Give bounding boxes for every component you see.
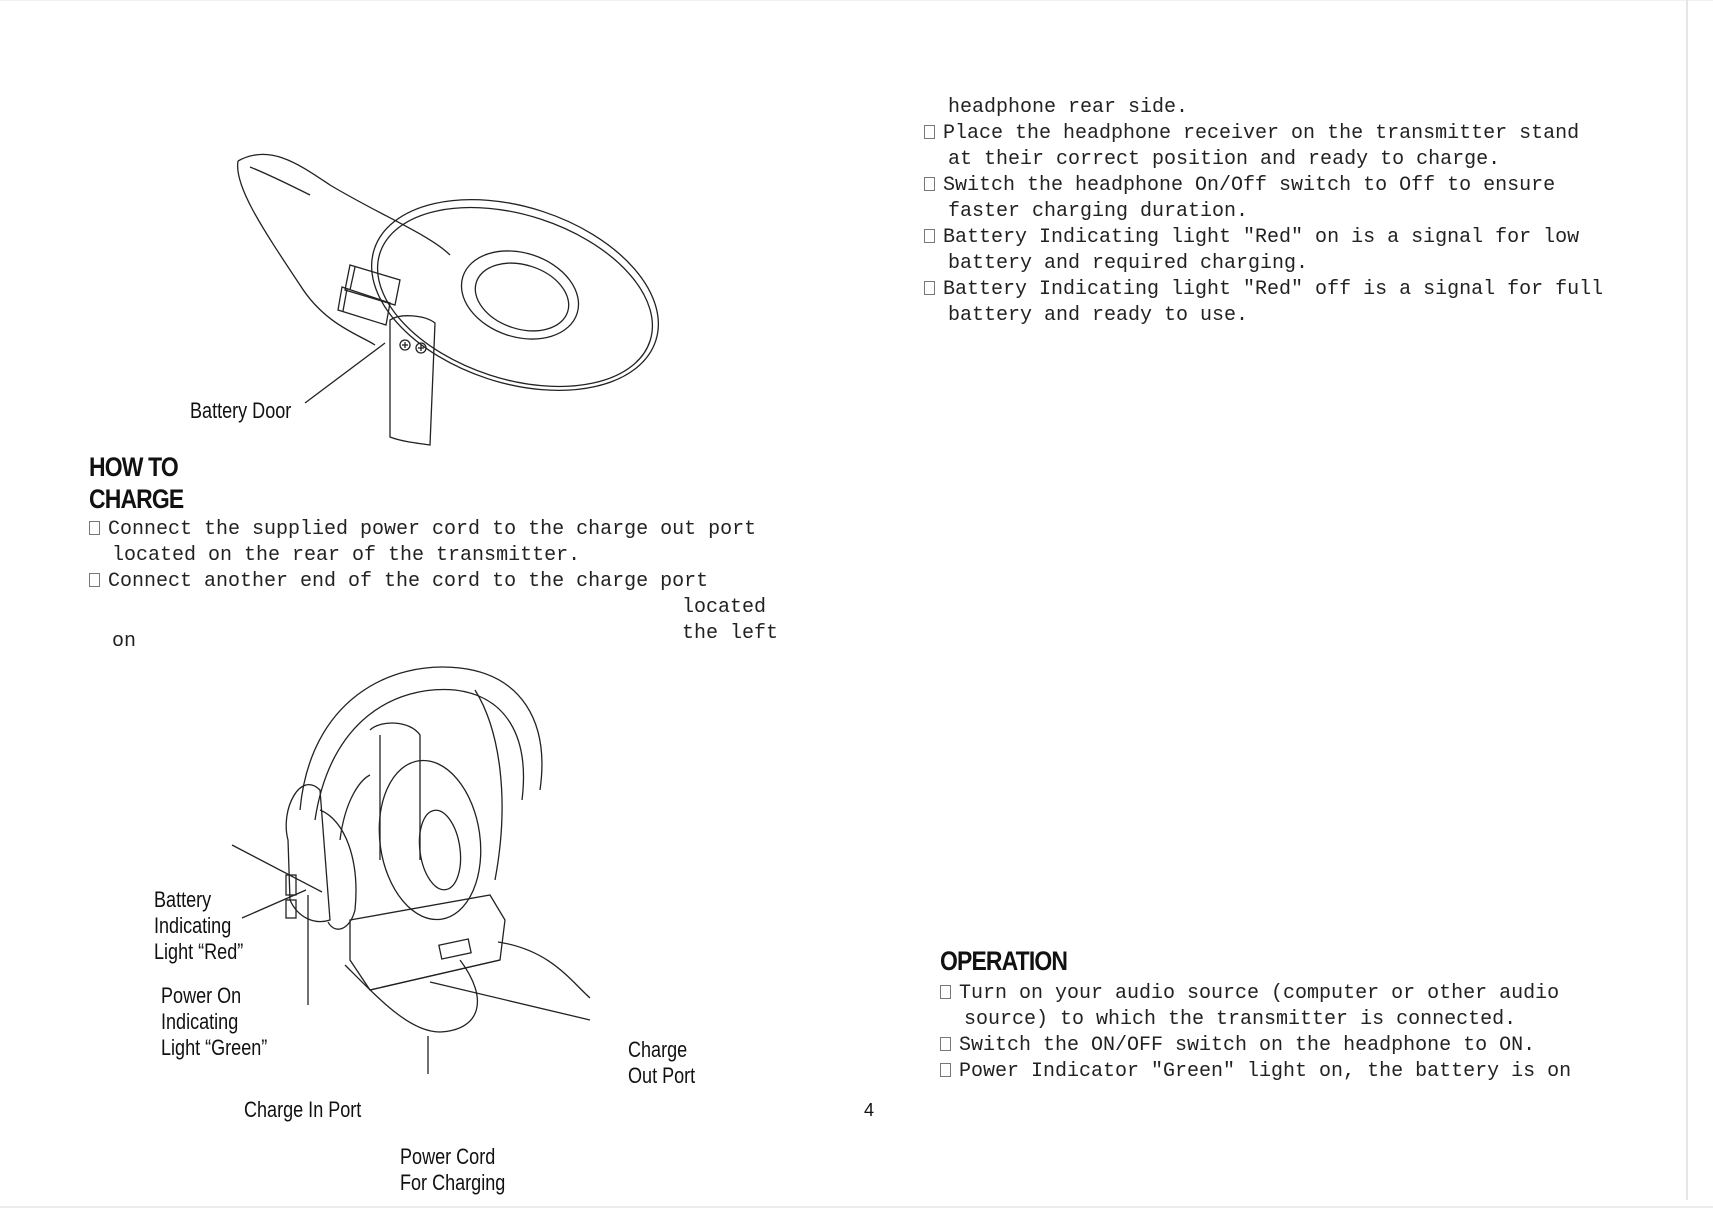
right-bullet-3 [924,226,1579,249]
right-bullet-1-line2: at their correct position and ready to charge. [948,148,1501,171]
charge-out-port-label-2: Out Port [628,1063,696,1088]
bullet-box [940,1063,951,1077]
bullet-box [940,1037,951,1051]
right-bullet-4 [924,278,1603,301]
power-indicator-label-3: Light “Green” [161,1035,268,1060]
charge-bullet-1-line2: located on the rear of the transmitter. [112,544,581,567]
operation-bullet-2-line1: Switch the ON/OFF switch on the headphone to ON. [959,1034,1536,1057]
battery-indicator-label-2: Indicating [154,913,232,938]
right-bullet-3-line2: battery and required charging. [948,252,1309,275]
right-bullet-3-line1: Battery Indicating light "Red" on is a signal for low [943,226,1580,249]
operation-bullet-1-line1: Turn on your audio source (computer or other audio [959,982,1560,1005]
charge-bullet-2-line1: Connect another end of the cord to the charge port [108,570,709,593]
intro-line: headphone rear side. [948,96,1189,119]
operation-bullet-3 [940,1060,1571,1083]
charge-bullet-1-line1: Connect the supplied power cord to the charge out port [108,518,757,541]
bullet-box [89,521,100,535]
battery-indicator-label-3: Light “Red” [154,939,244,964]
headphone-stand-illustration [260,660,620,1050]
how-to-charge-heading-line2: CHARGE [89,484,184,514]
power-indicator-label-2: Indicating [161,1009,239,1034]
stray-the-left: the left [682,622,779,645]
operation-bullet-3-line1: Power Indicator "Green" light on, the battery is on [959,1060,1572,1083]
scan-shadow-bottom [0,1206,1713,1208]
bullet-box [924,177,935,191]
operation-bullet-2 [940,1034,1535,1057]
charge-in-port-label: Charge In Port [244,1097,362,1122]
bullet-box [89,573,100,587]
page-number: 4 [864,1100,875,1120]
scan-shadow-right [1686,0,1688,1200]
stray-on: on [112,630,137,653]
right-bullet-4-line2: battery and ready to use. [948,304,1249,327]
right-bullet-2 [924,174,1555,197]
bullet-box [940,985,951,999]
charge-bullet-1 [89,518,756,541]
right-bullet-1-line1: Place the headphone receiver on the transmitter stand [943,122,1580,145]
how-to-charge-heading-line1: HOW TO [89,452,178,482]
bullet-box [924,125,935,139]
right-bullet-4-line1: Battery Indicating light "Red" off is a signal for full [943,278,1604,301]
operation-bullet-1-line2: source) to which the transmitter is connected. [964,1008,1517,1031]
power-cord-label-2: For Charging [400,1170,506,1195]
power-indicator-label-1: Power On [161,983,242,1008]
battery-door-illustration [230,145,660,455]
charge-bullet-2 [89,570,708,593]
charge-out-port-label-1: Charge [628,1037,688,1062]
right-bullet-2-line2: faster charging duration. [948,200,1249,223]
right-bullet-1 [924,122,1579,145]
bullet-box [924,281,935,295]
operation-bullet-1 [940,982,1559,1005]
bullet-box [924,229,935,243]
operation-heading: OPERATION [940,946,1068,976]
stray-located: located [682,596,767,619]
battery-indicator-label-1: Battery [154,887,212,912]
power-cord-label-1: Power Cord [400,1144,496,1169]
battery-door-label: Battery Door [190,398,292,423]
right-bullet-2-line1: Switch the headphone On/Off switch to Off to ensure [943,174,1556,197]
